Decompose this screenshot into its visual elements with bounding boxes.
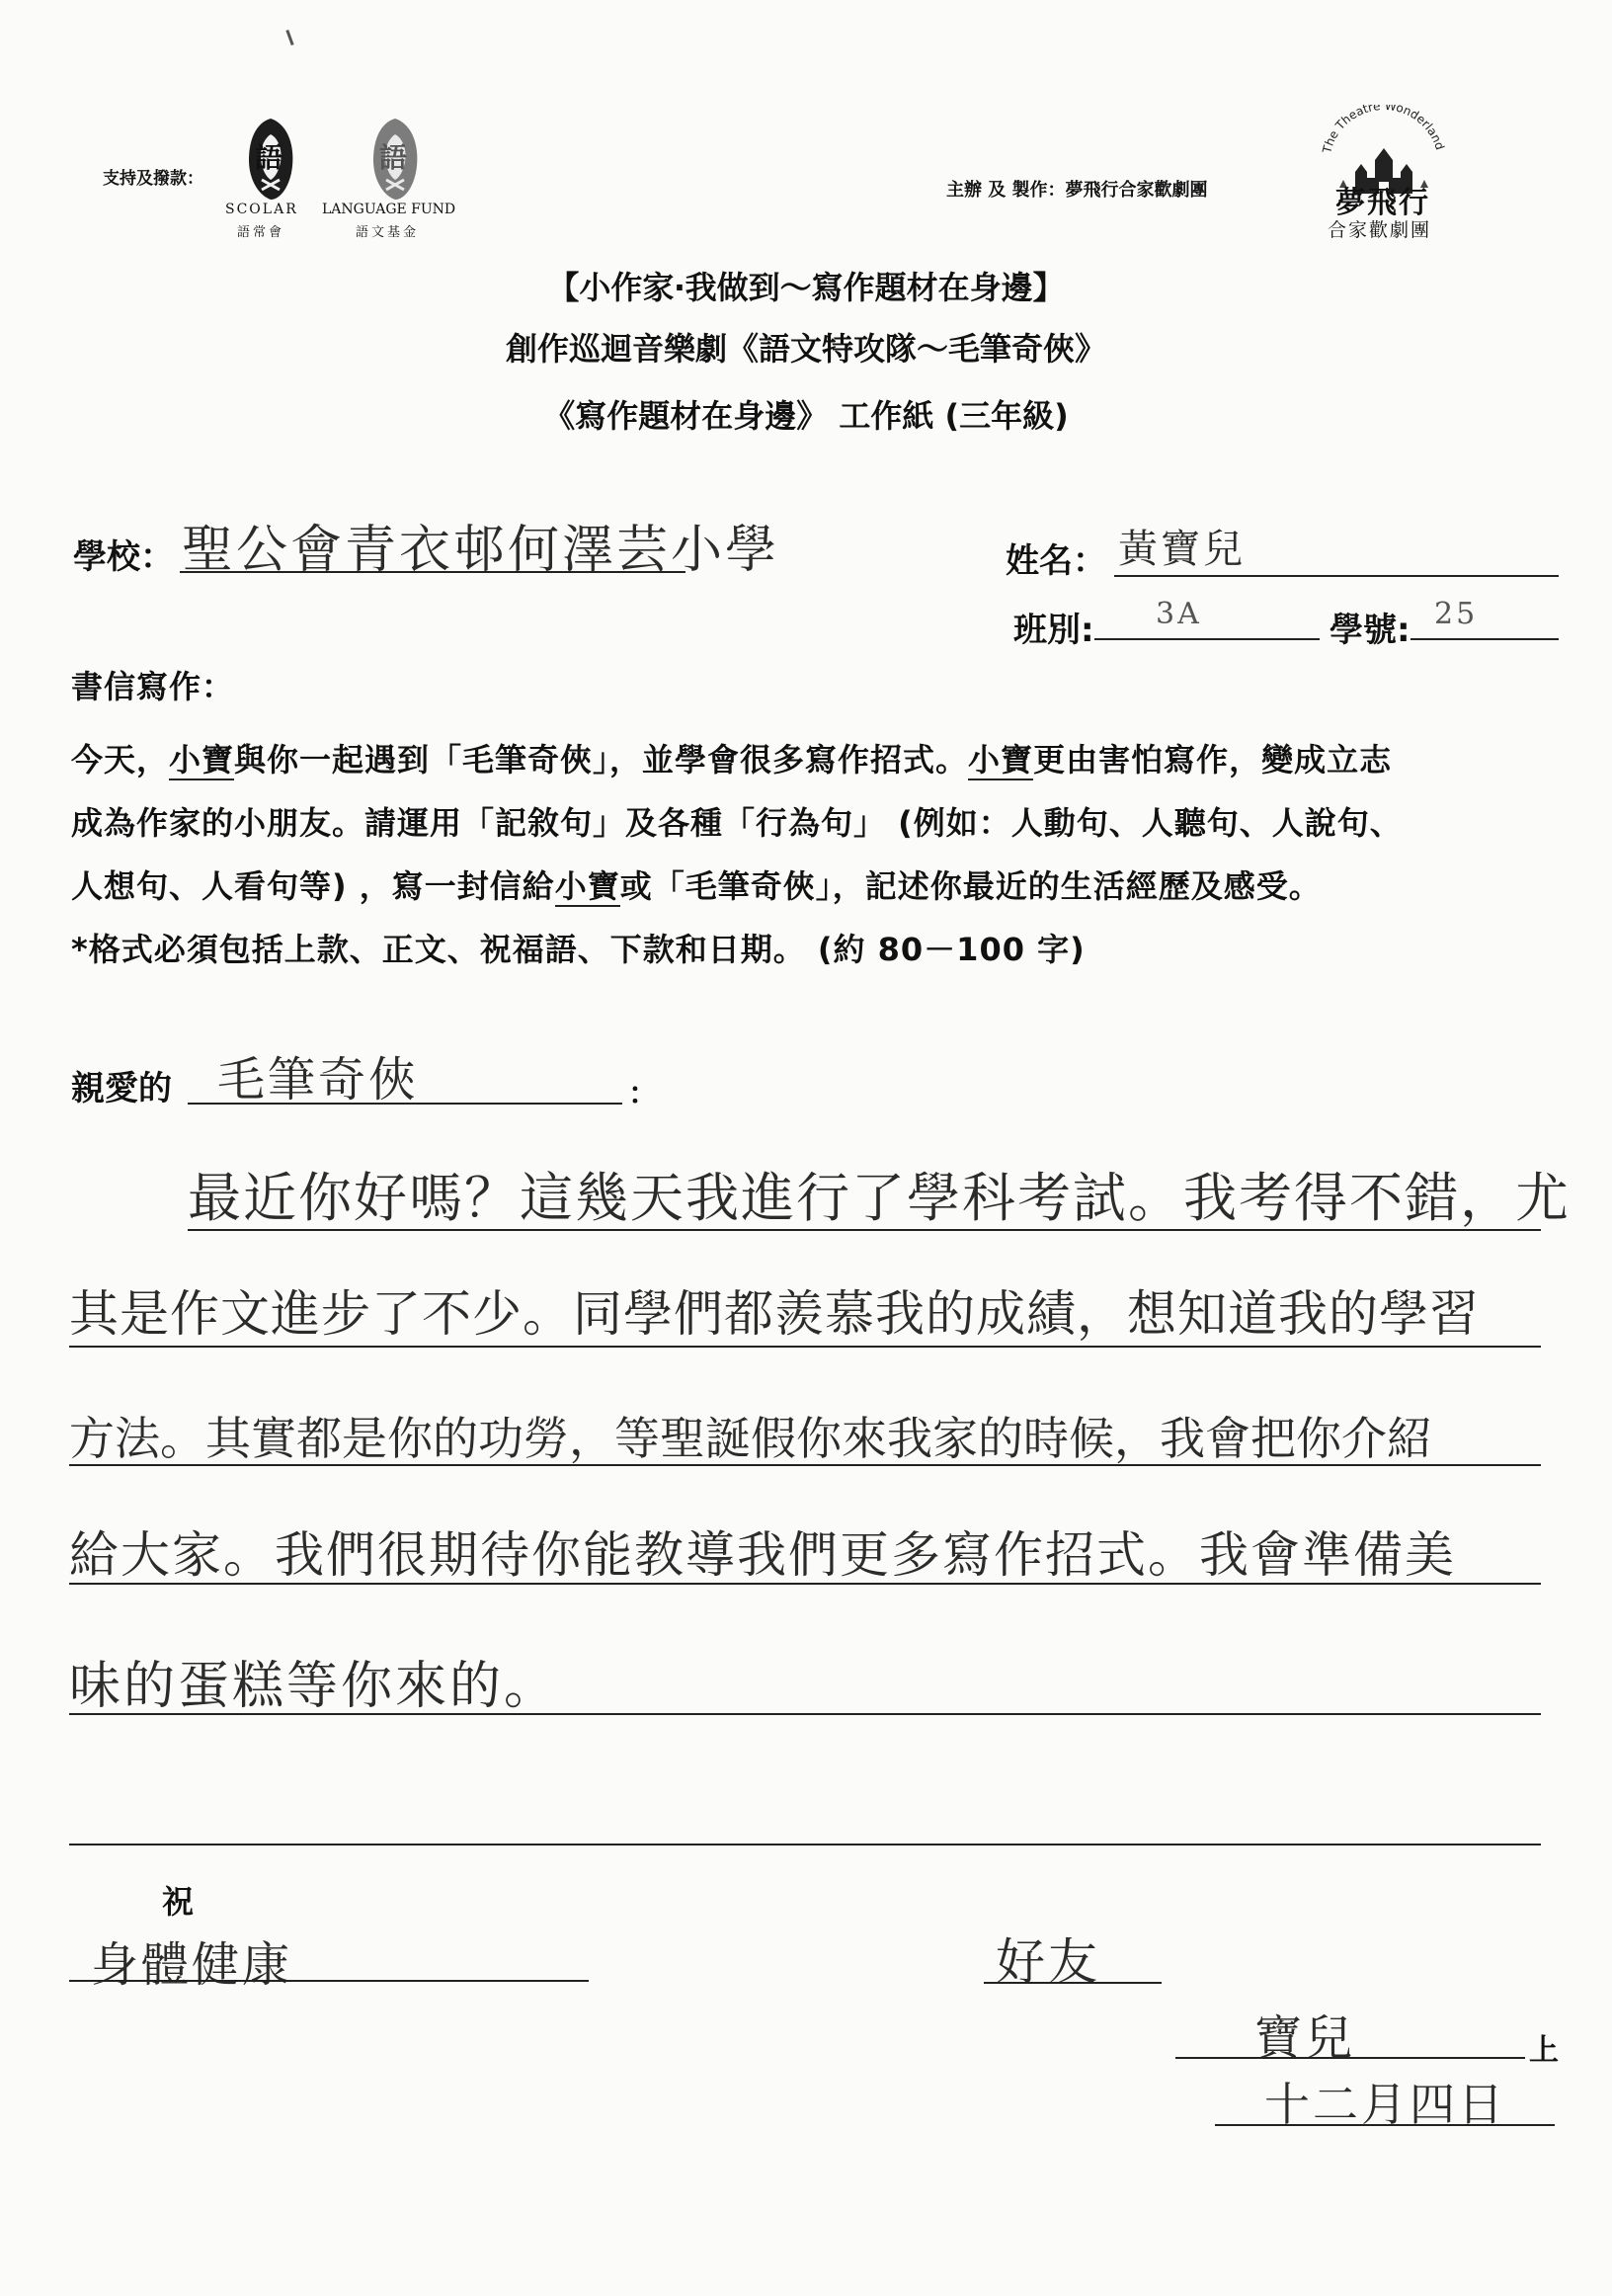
letter-line-1: 最近你好嗎？這幾天我進行了學科考試。我考得不錯，尤 (188, 1167, 1571, 1229)
school-underline (180, 571, 685, 573)
signature-underline (1175, 2057, 1525, 2059)
name-value: 黃寶兒 (1118, 527, 1246, 572)
school-value: 聖公會青衣邨何澤芸小學 (182, 521, 780, 580)
task-line-1-d: 小寶 (968, 741, 1034, 779)
signature: 寶兒 (1254, 2010, 1356, 2066)
language-fund-name-en: LANGUAGE FUND (322, 202, 456, 217)
task-line-2: 成為作家的小朋友。請運用「記敘句」及各種「行為句」 (例如：人動句、人聽句、人說句、 (71, 804, 1403, 842)
number-underline (1410, 638, 1559, 640)
task-line-4: *格式必須包括上款、正文、祝福語、下款和日期。 (約 80－100 字) (71, 931, 1086, 968)
title-line-1: 【小作家‧我做到～寫作題材在身邊】 (547, 269, 1065, 306)
title-line-3: 《寫作題材在身邊》 工作紙 (三年級) (543, 397, 1069, 435)
task-line-3 (71, 861, 1322, 907)
task-line-1-b: 小寶 (169, 741, 235, 779)
salutation-colon: ： (628, 1077, 658, 1111)
blessing-value: 身體健康 (91, 1937, 293, 1993)
number-label: 學號: (1330, 611, 1410, 650)
task-heading: 書信寫作： (71, 668, 235, 705)
scolar-logo-char: 語 (255, 141, 283, 174)
closing-relation: 好友 (996, 1933, 1100, 1991)
name-underline (1114, 575, 1559, 577)
organizer-label: 主辦 及 製作：夢飛行合家歡劇團 (946, 180, 1208, 201)
task-line-1-a: 今天， (71, 741, 170, 779)
stray-mark (285, 30, 293, 45)
task-line-1 (71, 735, 1392, 780)
signature-suffix: 上 (1529, 2033, 1559, 2068)
salutation-label: 親愛的 (71, 1069, 172, 1108)
salutation-underline (188, 1103, 622, 1105)
task-line-1-e: 更由害怕寫作，變成立志 (1033, 741, 1393, 779)
blessing-underline (69, 1980, 589, 1982)
title-line-2: 創作巡迴音樂劇《語文特攻隊～毛筆奇俠》 (505, 330, 1106, 368)
letter-rule-5 (69, 1713, 1541, 1715)
letter-line-4: 給大家。我們很期待你能教導我們更多寫作招式。我會準備美 (69, 1526, 1456, 1584)
svg-text:The Theatre Wonderland: The Theatre Wonderland (1320, 105, 1447, 155)
date-underline (1215, 2124, 1555, 2126)
letter-date: 十二月四日 (1264, 2078, 1506, 2131)
task-line-3-c: 或「毛筆奇俠」，記述你最近的生活經歷及感受。 (619, 867, 1322, 905)
letter-rule-2 (69, 1346, 1541, 1348)
number-value: 25 (1434, 597, 1479, 631)
letter-line-5: 味的蛋糕等你來的。 (69, 1657, 559, 1716)
salutation-value: 毛筆奇俠 (217, 1052, 420, 1107)
name-label: 姓名： (1006, 541, 1106, 581)
school-label: 學校： (73, 537, 174, 577)
letter-rule-1 (188, 1229, 1541, 1231)
closing-relation-underline (984, 1982, 1162, 1984)
letter-rule-6 (69, 1844, 1541, 1845)
letter-rule-3 (69, 1464, 1541, 1466)
blessing-label: 祝 (162, 1883, 195, 1921)
class-value: 3A (1156, 597, 1202, 631)
task-line-3-a: 人想句、人看句等) ，寫一封信給 (71, 867, 555, 905)
letter-line-2: 其是作文進步了不少。同學們都羨慕我的成績，想知道我的學習 (69, 1285, 1480, 1343)
letter-line-3: 方法。其實都是你的功勞，等聖誕假你來我家的時候，我會把你介紹 (69, 1412, 1432, 1465)
organizer-logo-sub: 合家歡劇團 (1328, 219, 1432, 241)
scolar-name-en: SCOLAR (225, 202, 298, 217)
sponsor-label: 支持及撥款： (103, 169, 203, 189)
letter-rule-4 (69, 1583, 1541, 1585)
scolar-name-zh: 語常會 (237, 225, 285, 240)
task-line-3-b: 小寶 (554, 867, 620, 905)
class-label: 班別: (1013, 611, 1094, 650)
task-line-1-c: 與你一起遇到「毛筆奇俠」，並學會很多寫作招式。 (234, 741, 969, 779)
language-fund-logo-char: 語 (379, 141, 408, 174)
language-fund-name-zh: 語文基金 (356, 225, 420, 240)
class-underline (1094, 638, 1320, 640)
organizer-logo-name: 夢飛行 (1335, 186, 1430, 220)
